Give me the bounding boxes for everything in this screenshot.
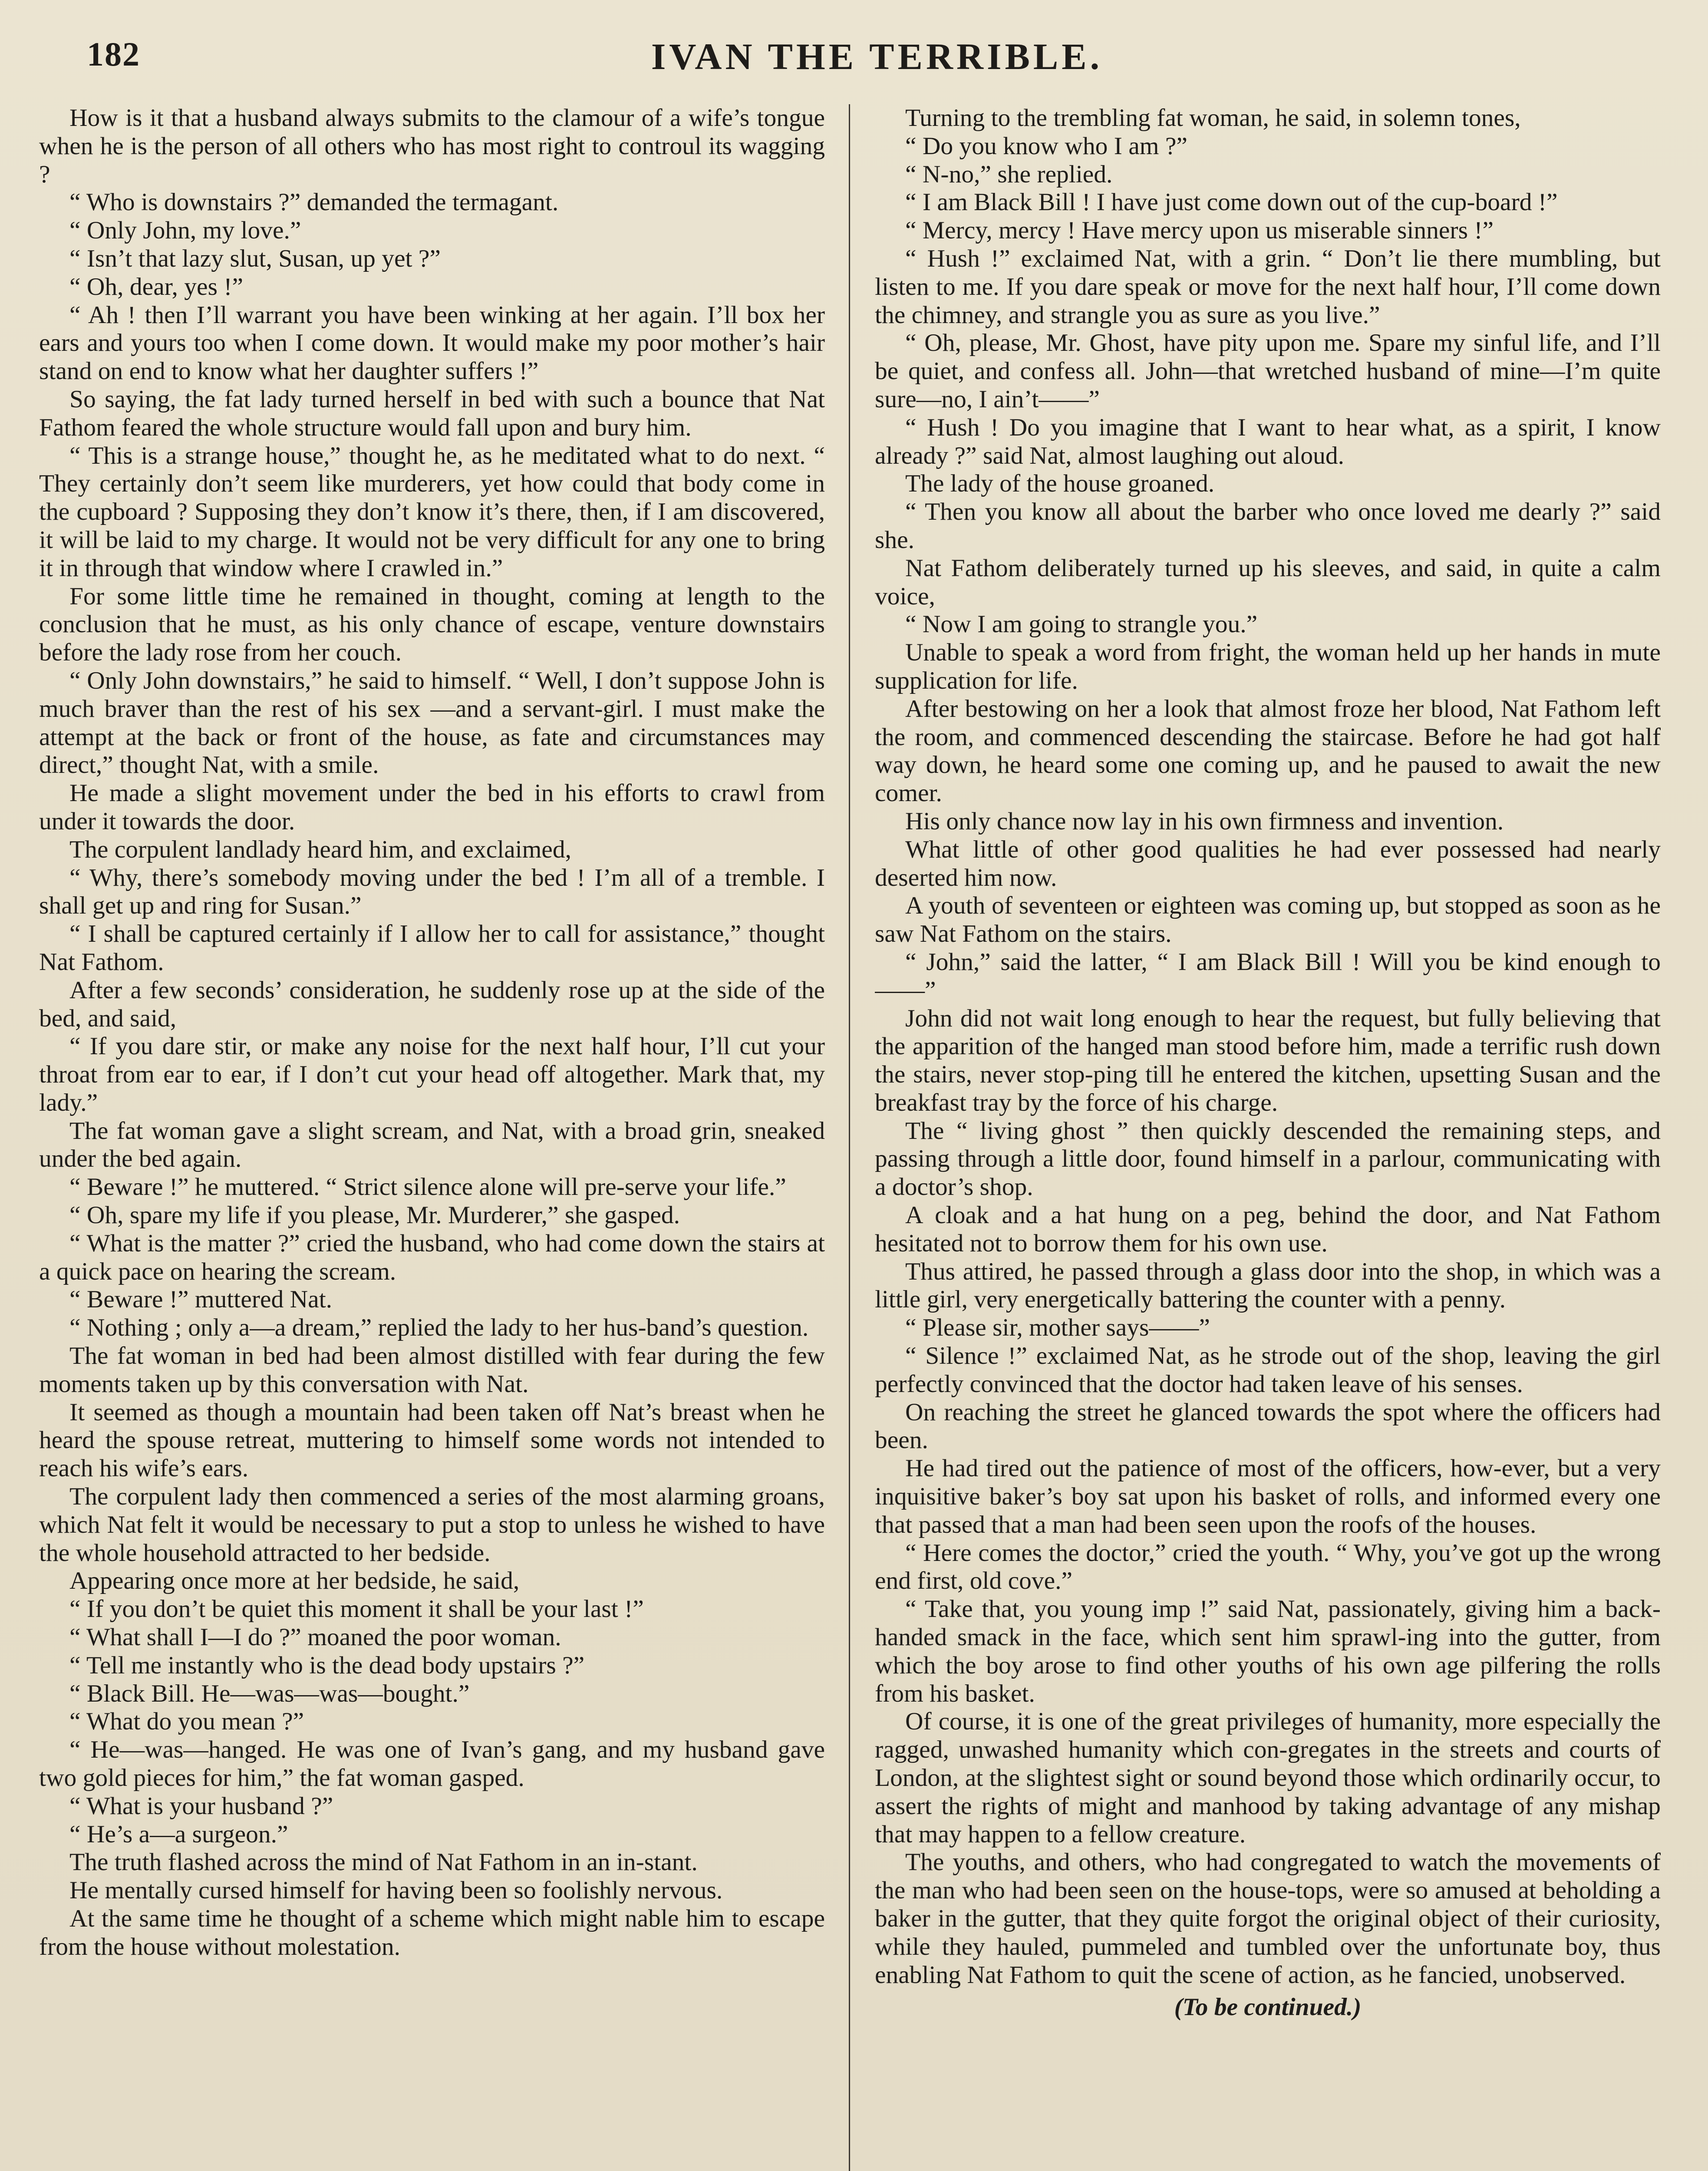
paragraph: “ Only John, my love.” <box>69 217 301 244</box>
paragraph: At the same time he thought of a scheme which might nable him to escape from the house without molestation. <box>39 1905 825 1960</box>
paragraph: “ Hush ! Do you imagine that I want to hear what, as a spirit, I know already ?” said Nat, almost laughing out aloud. <box>875 413 1661 469</box>
paragraph: He mentally cursed himself for having been so foolishly nervous. <box>69 1877 723 1904</box>
paragraph: Turning to the trembling fat woman, he said, in solemn tones, <box>905 104 1521 132</box>
paragraph: “ Oh, please, Mr. Ghost, have pity upon me. Spare my sinful life, and I’ll be quiet, and confess all. John—that wretched husband of mine—I’m quite sure—no, I ain’t——” <box>875 329 1661 413</box>
paragraph: “ What do you mean ?” <box>69 1708 304 1735</box>
paragraph: John did not wait long enough to hear the request, but fully believing that the apparition of the hanged man stood before him, made a terrific rush down the stairs, never stop-ping till he entered the kitchen, upsetting Susan and the breakfast tray by the force of his charge. <box>875 1004 1661 1116</box>
paragraph: “ Who is downstairs ?” demanded the termagant. <box>69 188 559 216</box>
paragraph: “ Nothing ; only a—a dream,” replied the lady to her hus-band’s question. <box>69 1314 809 1342</box>
paragraph: “ Oh, dear, yes !” <box>69 273 244 300</box>
paragraph: “ Now I am going to strangle you.” <box>905 610 1258 638</box>
running-title: IVAN THE TERRIBLE. <box>651 36 1103 77</box>
paragraph: “ Isn’t that lazy slut, Susan, up yet ?” <box>69 244 441 272</box>
paragraph: “ Do you know who I am ?” <box>905 132 1187 160</box>
paragraph: The fat woman gave a slight scream, and Nat, with a broad grin, sneaked under the bed again. <box>39 1117 825 1173</box>
paragraph: “ I am Black Bill ! I have just come down out of the cup-board !” <box>905 188 1558 216</box>
paragraph: “ John,” said the latter, “ I am Black Bill ! Will you be kind enough to——” <box>875 948 1661 1004</box>
paragraph: “ Oh, spare my life if you please, Mr. Murderer,” she gasped. <box>69 1201 680 1229</box>
paragraph: The lady of the house groaned. <box>905 470 1215 498</box>
paragraph: The youths, and others, who had congregated to watch the movements of the man who had been seen on the house-tops, were so amused at beholding a baker in the gutter, that they quite forgot the original object of their curiosity, while they hauled, pummeled and tumbled over the unfortunate boy, thus enabling Nat Fathom to quit the scene of action, as he fancied, unobserved. <box>875 1848 1661 1989</box>
paragraph: For some little time he remained in thought, coming at length to the conclusion that he must, as his only chance of escape, venture downstairs before the lady rose from her couch. <box>39 582 825 666</box>
paragraph: “ This is a strange house,” thought he, as he meditated what to do next. “ They certainly don’t seem like murderers, yet how could that body come in the cupboard ? Supposing they don’t know it’s there, then, if I am discovered, it will be laid to my charge. It would not be very difficult for any one to bring it in through that window where I crawled in.” <box>39 442 825 582</box>
paragraph: “ Please sir, mother says——” <box>905 1314 1210 1342</box>
paragraph: “ What shall I—I do ?” moaned the poor woman. <box>69 1623 561 1651</box>
paragraph: “ What is your husband ?” <box>69 1792 333 1820</box>
paragraph: “ Only John downstairs,” he said to himself. “ Well, I don’t suppose John is much braver than the rest of his sex —and a servant-girl. I must make the attempt at the back or front of the house, as fate and circumstances may direct,” thought Nat, with a smile. <box>39 666 825 779</box>
paragraph: The truth flashed across the mind of Nat Fathom in an in-stant. <box>69 1848 698 1876</box>
paragraph: “ Then you know all about the barber who once loved me dearly ?” said she. <box>875 498 1661 554</box>
column-divider <box>849 104 850 2171</box>
paragraph: Nat Fathom deliberately turned up his sleeves, and said, in quite a calm voice, <box>875 554 1661 610</box>
paragraph: “ Hush !” exclaimed Nat, with a grin. “ Don’t lie there mumbling, but listen to me. If you dare speak or move for the next half hour, I’ll come down the chimney, and strangle you as sure as you live.” <box>875 244 1661 329</box>
to-be-continued-note: (To be continued.) <box>1174 1993 1362 2021</box>
paragraph: The “ living ghost ” then quickly descended the remaining steps, and passing through a little door, found himself in a parlour, communicating with a doctor’s shop. <box>875 1117 1661 1201</box>
paragraph: Appearing once more at her bedside, he said, <box>69 1567 520 1595</box>
paragraph: A youth of seventeen or eighteen was coming up, but stopped as soon as he saw Nat Fathom on the stairs. <box>875 892 1661 948</box>
paragraph: “ If you dare stir, or make any noise for the next half hour, I’ll cut your throat from ear to ear, if I don’t cut your head off altogether. Mark that, my lady.” <box>39 1033 825 1116</box>
page-number: 182 <box>87 35 140 73</box>
paragraph: “ I shall be captured certainly if I allow her to call for assistance,” thought Nat Fathom. <box>39 920 825 976</box>
paragraph: Thus attired, he passed through a glass door into the shop, in which was a little girl, very energetically battering the counter with a penny. <box>875 1257 1661 1313</box>
paragraph: “ He’s a—a surgeon.” <box>69 1820 288 1848</box>
paragraph: His only chance now lay in his own firmness and invention. <box>905 807 1504 835</box>
left-text-column <box>39 104 825 2171</box>
paragraph: How is it that a husband always submits to the clamour of a wife’s tongue when he is the person of all others who has most right to controul its wagging ? <box>39 104 825 188</box>
paragraph: The corpulent landlady heard him, and exclaimed, <box>69 835 571 863</box>
paragraph: “ Take that, you young imp !” said Nat, passionately, giving him a back-handed smack in the face, which sent him sprawl-ing into the gutter, from which the boy arose to find other youths of his own age pilfering the rolls from his basket. <box>875 1595 1661 1707</box>
paragraph: “ If you don’t be quiet this moment it shall be your last !” <box>69 1595 644 1623</box>
paragraph: The corpulent lady then commenced a series of the most alarming groans, which Nat felt it would be necessary to put a stop to unless he wished to have the whole household attracted to her bedside. <box>39 1483 825 1567</box>
paragraph: “ He—was—hanged. He was one of Ivan’s gang, and my husband gave two gold pieces for him,” the fat woman gasped. <box>39 1736 825 1792</box>
paragraph: He had tired out the patience of most of the officers, how-ever, but a very inquisitive baker’s boy sat upon his basket of rolls, and informed every one that passed that a man had been seen upon the roofs of the houses. <box>875 1455 1661 1538</box>
paragraph: “ Here comes the doctor,” cried the youth. “ Why, you’ve got up the wrong end first, old cove.” <box>875 1539 1661 1595</box>
paragraph: The fat woman in bed had been almost distilled with fear during the few moments taken up by this conversation with Nat. <box>39 1342 825 1398</box>
paragraph: “ Ah ! then I’ll warrant you have been winking at her again. I’ll box her ears and yours too when I come down. It would make my poor mother’s hair stand on end to know what her daughter suffers !” <box>39 301 825 385</box>
paragraph: A cloak and a hat hung on a peg, behind the door, and Nat Fathom hesitated not to borrow them for his own use. <box>875 1201 1661 1257</box>
paragraph: “ Tell me instantly who is the dead body upstairs ?” <box>69 1651 585 1679</box>
paragraph: “ Black Bill. He—was—was—bought.” <box>69 1679 470 1707</box>
paragraph: It seemed as though a mountain had been taken off Nat’s breast when he heard the spouse retreat, muttering to himself some words not intended to reach his wife’s ears. <box>39 1398 825 1482</box>
paragraph: Of course, it is one of the great privileges of humanity, more especially the ragged, unwashed humanity which con-gregates in the streets and courts of London, at the slightest sight or sound beyond those which ordinarily occur, to assert the rights of might and manhood by taking advantage of any mishap that may happen to a fellow creature. <box>875 1708 1661 1848</box>
paragraph: “ Beware !” muttered Nat. <box>69 1286 333 1313</box>
paragraph: “ Mercy, mercy ! Have mercy upon us miserable sinners !” <box>905 217 1494 244</box>
right-text-column <box>875 104 1661 2171</box>
paragraph: Unable to speak a word from fright, the woman held up her hands in mute supplication for life. <box>875 639 1661 694</box>
paragraph: After bestowing on her a look that almost froze her blood, Nat Fathom left the room, and commenced descending the staircase. Before he had got half way down, he heard some one coming up, and he paused to await the new comer. <box>875 695 1661 807</box>
paragraph: “ Silence !” exclaimed Nat, as he strode out of the shop, leaving the girl perfectly convinced that the doctor had taken leave of his senses. <box>875 1342 1661 1398</box>
paragraph: On reaching the street he glanced towards the spot where the officers had been. <box>875 1398 1661 1454</box>
paragraph: After a few seconds’ consideration, he suddenly rose up at the side of the bed, and said, <box>39 976 825 1032</box>
paragraph: What little of other good qualities he had ever possessed had nearly deserted him now. <box>875 835 1661 891</box>
paragraph: “ Beware !” he muttered. “ Strict silence alone will pre-serve your life.” <box>69 1173 786 1201</box>
page-header <box>87 35 1667 82</box>
paragraph: “ Why, there’s somebody moving under the bed ! I’m all of a tremble. I shall get up and ring for Susan.” <box>39 864 825 920</box>
paragraph: “ What is the matter ?” cried the husband, who had come down the stairs at a quick pace on hearing the scream. <box>39 1229 825 1285</box>
paragraph: So saying, the fat lady turned herself in bed with such a bounce that Nat Fathom feared the whole structure would fall upon and bury him. <box>39 385 825 441</box>
paragraph: “ N-no,” she replied. <box>905 160 1113 188</box>
paragraph: He made a slight movement under the bed in his efforts to crawl from under it towards the door. <box>39 779 825 835</box>
